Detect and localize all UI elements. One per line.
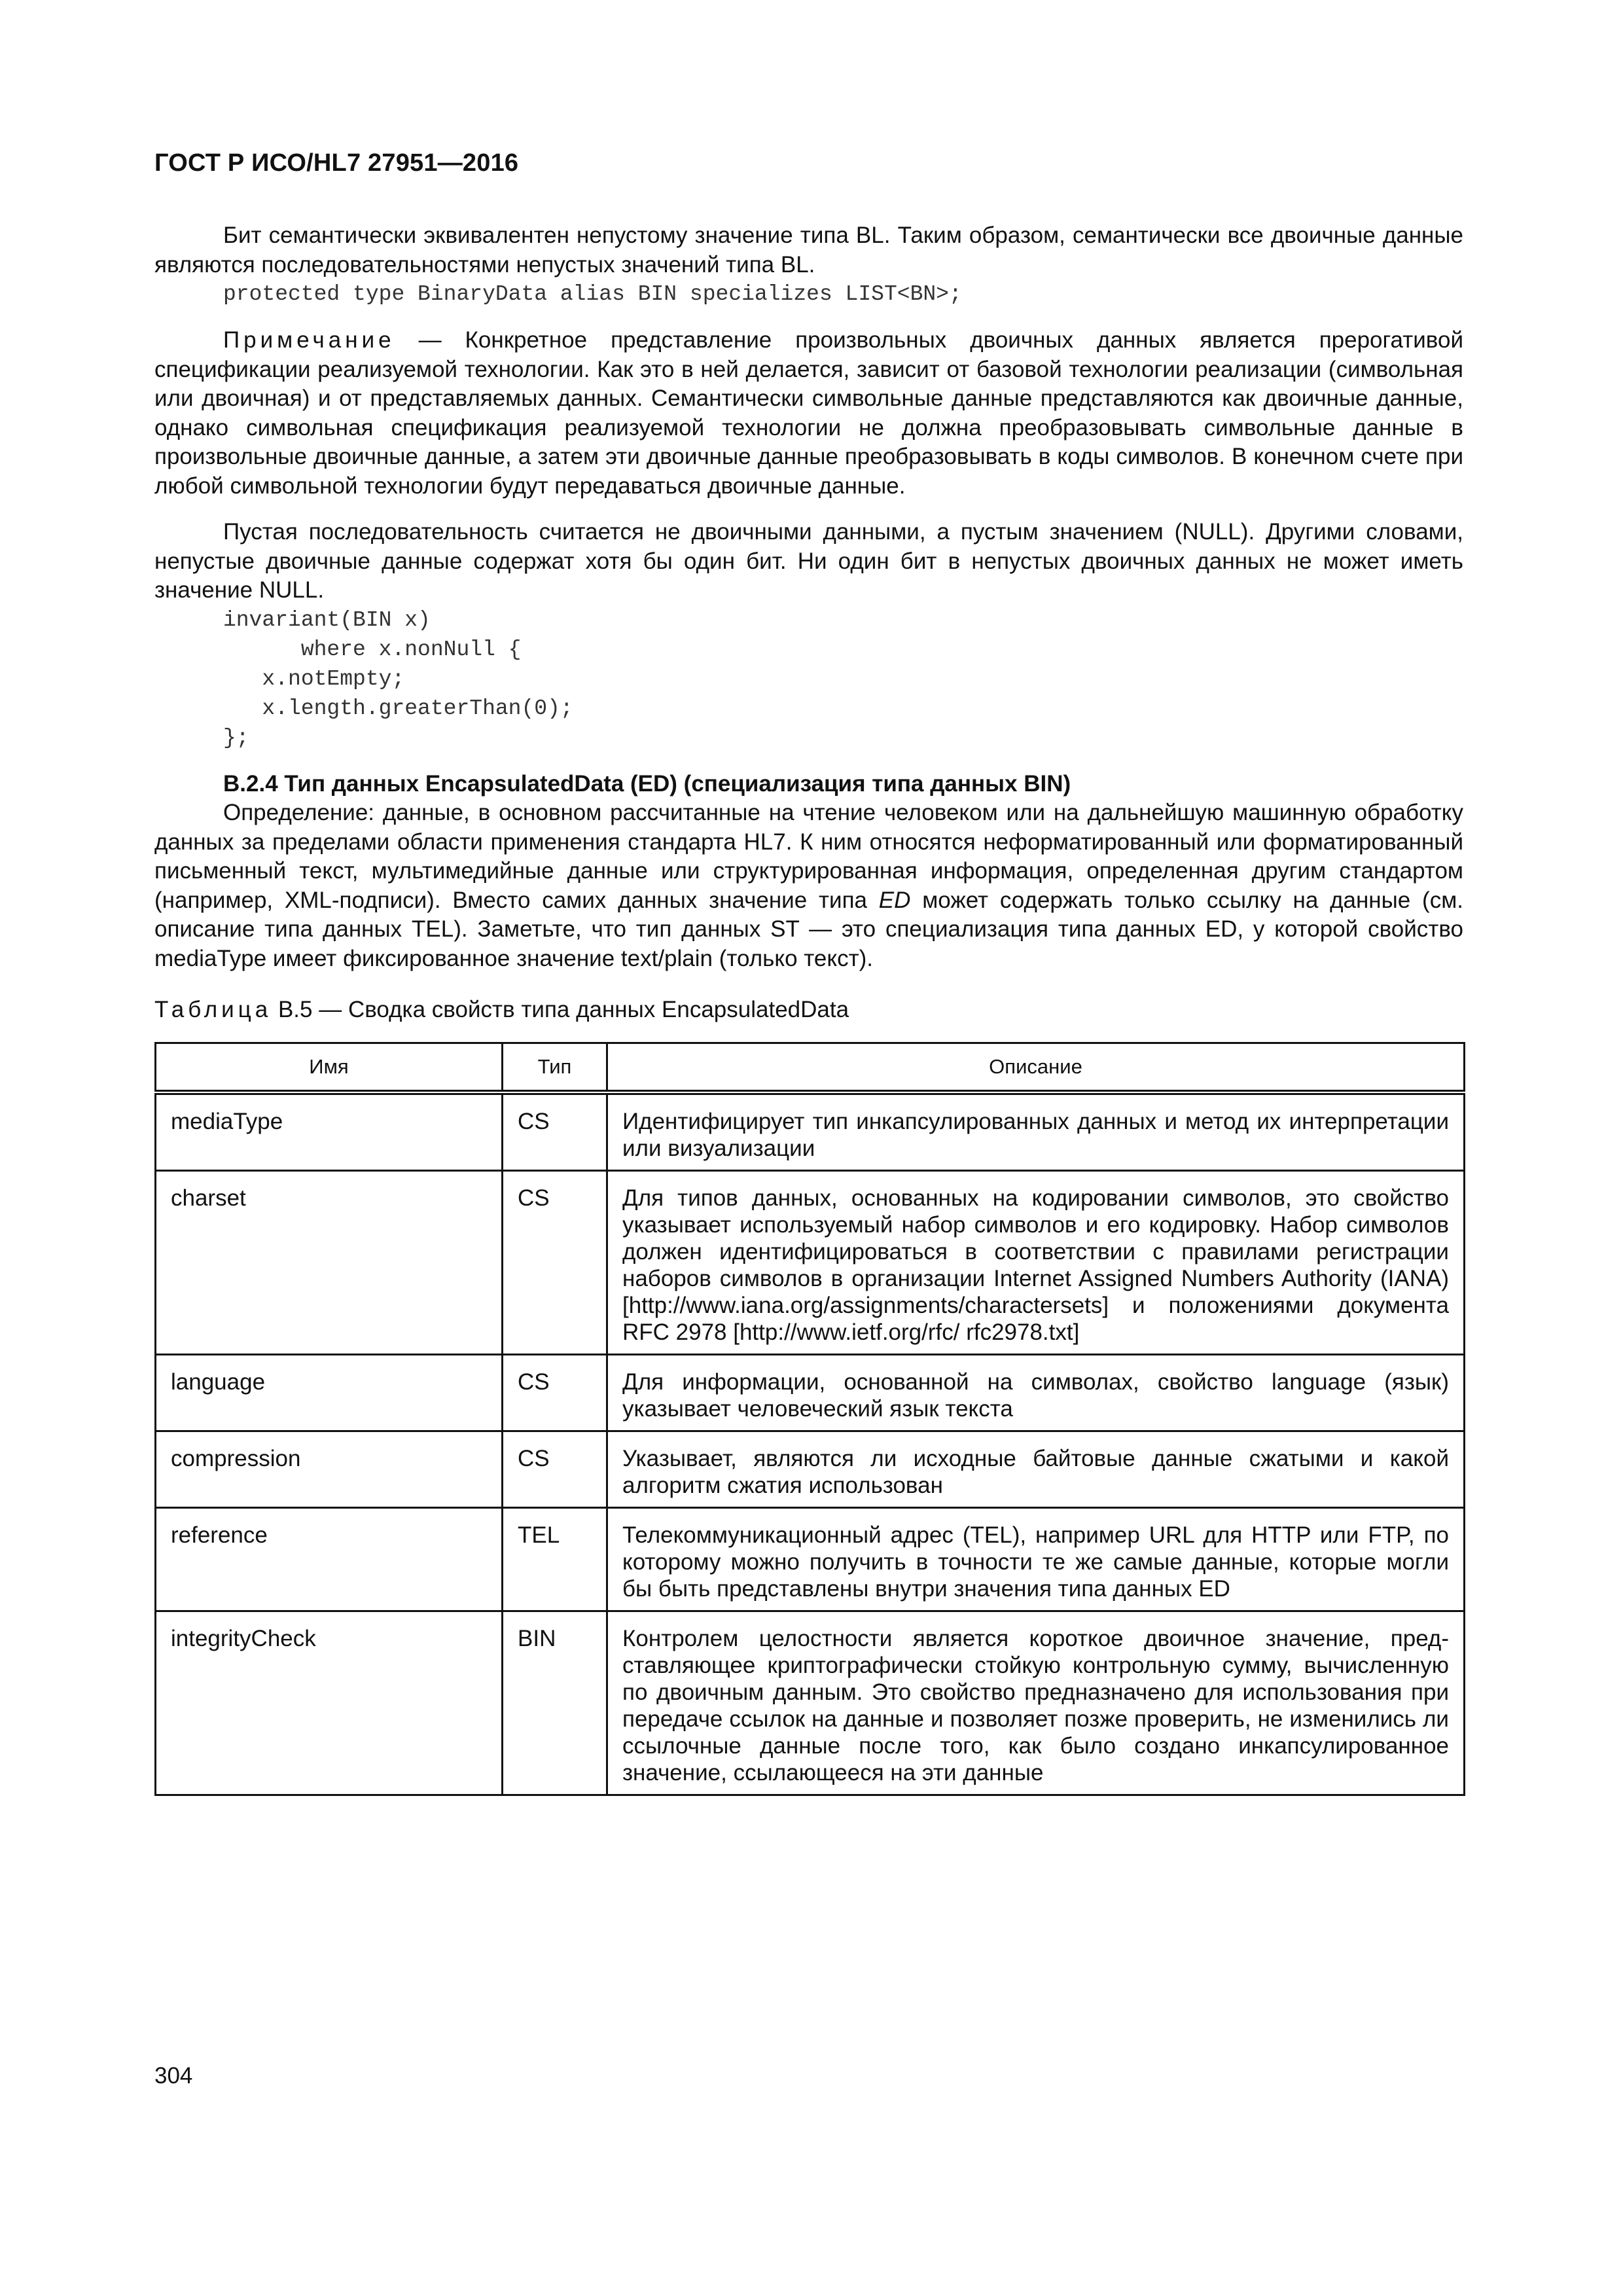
definition-ed-term: ED [878, 887, 911, 913]
definition-text-end: может содержать только ссылку на данные (см. описание типа данных TEL). Заметьте, что тип данных ST — это специализация типа данных ED, у которой свойство mediaType имеет фиксированное значение text/plain (только текст). [154, 887, 1463, 971]
cell-type: BIN [503, 1611, 607, 1795]
properties-table [154, 1042, 1465, 1796]
table-row [156, 1092, 1465, 1171]
cell-type: CS [503, 1354, 607, 1431]
cell-type: TEL [503, 1507, 607, 1611]
cell-name: language [156, 1354, 503, 1431]
paragraph-bit-semantics: Бит семантически эквивалентен непустому значение типа BL. Таким образом, семантически все двоичные данные являются последовательностями непустых значений типа BL. [154, 223, 1463, 278]
column-header-name: Имя [156, 1043, 503, 1092]
definition-paragraph [154, 798, 1463, 973]
cell-name: reference [156, 1507, 503, 1611]
column-header-description: Описание [607, 1043, 1465, 1092]
note-paragraph [154, 326, 1463, 501]
table-row [156, 1611, 1465, 1795]
table-row [156, 1354, 1465, 1431]
section-title: B.2.4 Тип данных EncapsulatedData (ED) (специализация типа данных BIN) [223, 770, 1071, 797]
cell-description: Контролем целостности является короткое двоичное значение, представляющее криптографически стойкую контрольную сумму, вычисленную по двоичным данным. Это свойство предназначено для использования при передаче ссылок на данные и позволяет позже проверить, не изменились ли ссылочные данные после того, как было создано инкапсулированное значение, ссылающееся на эти данные [607, 1611, 1465, 1795]
table-caption-label: Таблица [154, 997, 272, 1022]
cell-name: charset [156, 1170, 503, 1354]
definition-text-start: Определение: данные, в основном рассчитанные на чтение человеком или на дальнейшую машинную обработку данных за пределами области применения стандарта HL7. К ним относятся неформатированный или форматированный письменный текст, мультимедийные данные или структурированная информация, определенная другим стандартом (например, XML-подписи). Вместо самих данных значение типа [154, 800, 1463, 913]
page-content [154, 221, 1463, 1796]
table-row [156, 1431, 1465, 1507]
cell-type: CS [503, 1431, 607, 1507]
table-header-row [156, 1043, 1465, 1092]
cell-name: mediaType [156, 1092, 503, 1171]
cell-name: integrityCheck [156, 1611, 503, 1795]
code-binarydata-type: protected type BinaryData alias BIN specializes LIST<BN>; [223, 282, 962, 306]
table-caption-text: В.5 — Сводка свойств типа данных EncapsulatedData [272, 997, 849, 1022]
column-header-type: Тип [503, 1043, 607, 1092]
table-row [156, 1170, 1465, 1354]
cell-description: Для информации, основанной на символах, свойство language (язык) указывает человеческий язык текста [607, 1354, 1465, 1431]
note-label: Примечание [223, 327, 395, 353]
paragraph-empty-sequence: Пустая последовательность считается не двоичными данными, а пустым значением (NULL). Другими словами, непустые двоичные данные содержат хотя бы один бит. Ни один бит в непустых двоичных данных не может иметь значение NULL. [154, 519, 1463, 603]
table-caption [154, 996, 1463, 1025]
cell-type: CS [503, 1170, 607, 1354]
table-row [156, 1507, 1465, 1611]
cell-type: CS [503, 1092, 607, 1171]
cell-description: Телекоммуникационный адрес (TEL), например URL для HTTP или FTP, по которому можно получить в точности те же самые данные, которые могли бы быть представлены внутри значения типа данных ED [607, 1507, 1465, 1611]
cell-name: compression [156, 1431, 503, 1507]
note-text: — Конкретное представление произвольных двоичных данных является прерогативой спецификации реализуемой технологии. Как это в ней делается, зависит от базовой технологии реализации (символьная или двоичная) и от представляемых данных. Семантически символьные данные представляются как двоичные данные, однако символьная спецификация реализуемой технологии не должна преобразовывать символьные данные в произвольные двоичные данные, а затем эти двоичные данные преобразовывать в коды символов. В конечном счете при любой символьной технологии будут передаваться двоичные данные. [154, 327, 1463, 499]
cell-description: Указывает, являются ли исходные байтовые данные сжатыми и какой алгоритм сжатия использован [607, 1431, 1465, 1507]
page-number: 304 [154, 2063, 193, 2089]
code-invariant: invariant(BIN x) where x.nonNull { x.notEmpty; x.length.greaterThan(0); }; [223, 607, 573, 750]
standard-header: ГОСТ Р ИСО/HL7 27951—2016 [154, 149, 519, 177]
cell-description: Для типов данных, основанных на кодировании символов, это свойство указывает используемый набор символов и его кодировку. Набор символов должен идентифицироваться в соответствии с правилами регистрации наборов символов в организации Internet Assigned Numbers Authority (IANA) [http://www.iana.org/assignments/charactersets] и положениями документа RFC 2978 [http://www.ietf.org/rfc/ rfc2978.txt] [607, 1170, 1465, 1354]
cell-description: Идентифицирует тип инкапсулированных данных и метод их интерпретации или визуализации [607, 1092, 1465, 1171]
